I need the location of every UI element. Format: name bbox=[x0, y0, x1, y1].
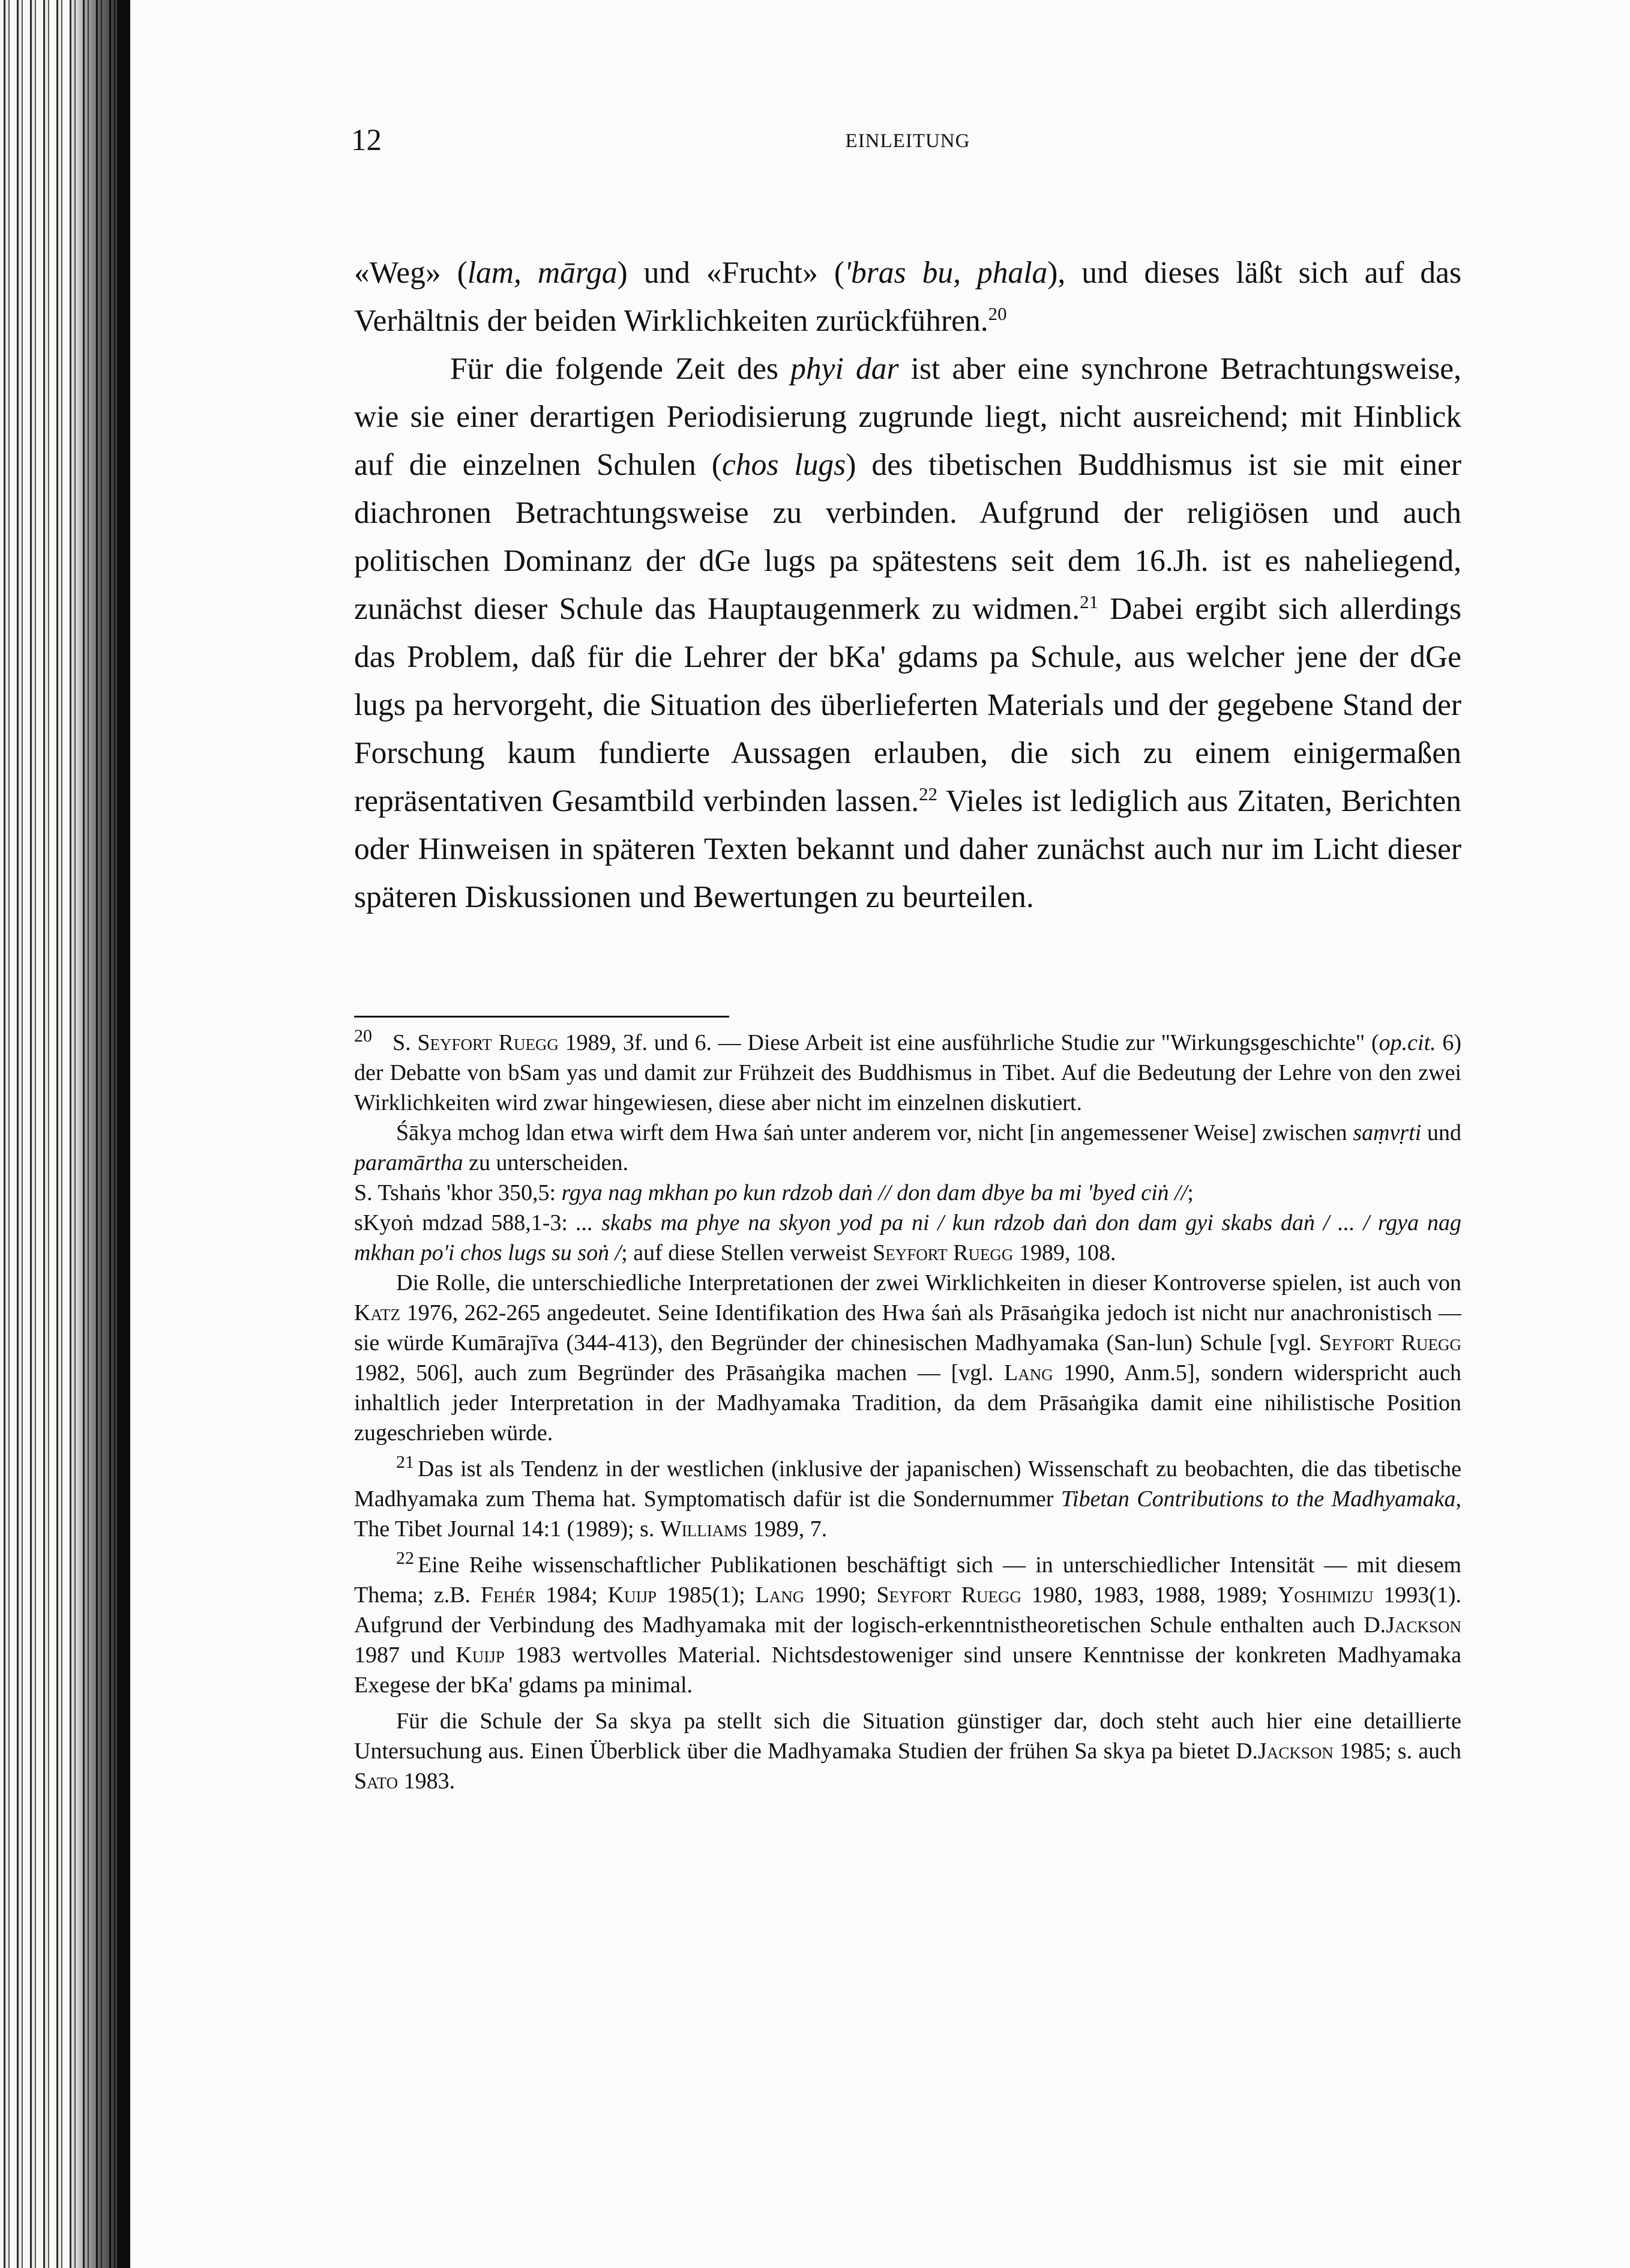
footnote-ref-20: 20 bbox=[988, 303, 1007, 324]
footnote-22-para-b: Für die Schule der Sa skya pa stellt sich die Situation günstiger dar, doch steht auch hier eine detaillierte Untersuchung aus. Einen Überblick über die Madhyamaka Studien der frühen Sa skya pa bietet D.Jackson 1985; s. auch Sato 1983. bbox=[354, 1709, 1462, 1794]
paragraph-1: «Weg» (lam, mārga) und «Frucht» ('bras bu, phala), und dieses läßt sich auf das Verhältnis der beiden Wirklichkeiten zurückführen.$^{20}$ bbox=[354, 256, 1461, 338]
footnote-ref-22: 22 bbox=[919, 783, 938, 804]
running-title: EINLEITUNG bbox=[845, 130, 970, 152]
footnote-ref-21: 21 bbox=[1080, 591, 1099, 612]
footnote-20: 20 S. Seyfort Ruegg 1989, 3f. und 6. — Diese Arbeit ist eine ausführliche Studie zur "Wirkungsgeschichte" (op.cit. 6) der Debatte von bSam yas und damit zur Frühzeit des Buddhismus in Tibet. Auf die Bedeutung der Lehre von den zwei Wirklichkeiten wird zwar hingewiesen, diese aber nicht im einzelnen diskutiert. bbox=[354, 1026, 1462, 1115]
paragraph-2: Für die folgende Zeit des phyi dar ist aber eine synchrone Betrachtungsweise, wie sie einer derartigen Periodisierung zugrunde liegt, nicht ausreichend; mit Hinblick auf die einzelnen Schulen (chos lugs) des tibetischen Buddhismus ist sie mit einer diachronen Betrachtungsweise zu verbinden. Aufgrund der religiösen und auch politischen Dominanz der dGe lugs pa spätestens seit dem 16.Jh. ist es naheliegend, zunächst dieser Schule das Hauptaugenmerk zu widmen.$^{21}$ Dabei ergibt sich allerdings das Problem, daß für die Lehrer der bKa' gdams pa Schule, aus welcher jene der dGe lugs pa hervorgeht, die Situation des überlieferten Materials und der gegebene Stand der Forschung kaum fundierte Aussagen erlauben, die sich zu einem einigermaßen repräsentativen Gesamtbild verbinden lassen.$^{22}$ Vieles ist lediglich aus Zitaten, Berichten oder Hinweisen in späteren Texten bekannt und daher zunächst auch nur im Licht dieser späteren Diskussionen und Bewertungen zu beurteilen. bbox=[354, 352, 1462, 914]
footnote-20-para-c: S. Tshaṅs 'khor 350,5: rgya nag mkhan po kun rdzob daṅ // don dam dbye ba mi 'byed ciṅ //; bbox=[354, 1180, 1194, 1205]
footnote-divider bbox=[354, 1016, 729, 1018]
footnote-20-para-e: Die Rolle, die unterschiedliche Interpretationen der zwei Wirklichkeiten in dieser Kontroverse spielen, ist auch von Katz 1976, 262-265 angedeutet. Seine Identifikation des Hwa śaṅ als Prāsaṅgika jedoch ist nicht nur anachronistisch — sie würde Kumārajīva (344-413), den Begründer der chinesischen Madhyamaka (San-lun) Schule [vgl. Seyfort Ruegg 1982, 506], auch zum Begründer des Prāsaṅgika machen — [vgl. Lang 1990, Anm.5], sondern widerspricht auch inhaltlich jeder Interpretation in der Madhyamaka Tradition, da dem Prāsaṅgika damit eine nihilistische Position zugeschrieben würde. bbox=[354, 1270, 1462, 1446]
main-text bbox=[354, 249, 1461, 921]
footnote-number: 21 bbox=[396, 1452, 414, 1473]
footnote-20-para-d: sKyoṅ mdzad 588,1-3: ... skabs ma phye na skyon yod pa ni / kun rdzob daṅ don dam gyi skabs daṅ / ... / rgya nag mkhan po'i chos lugs su soṅ /; auf diese Stellen verweist Seyfort Ruegg 1989, 108. bbox=[354, 1210, 1461, 1265]
page-number: 12 bbox=[351, 124, 382, 157]
page-header bbox=[351, 123, 1464, 165]
footnote-20-para-b: Śākya mchog ldan etwa wirft dem Hwa śaṅ unter anderem vor, nicht [in angemessener Weise] zwischen saṃvṛti und paramārtha zu unterscheiden. bbox=[354, 1120, 1462, 1175]
footnote-number: 22 bbox=[396, 1548, 414, 1569]
footnotes bbox=[354, 1028, 1461, 1802]
binding-spine bbox=[117, 0, 130, 2268]
footnote-21: $^{21}$ Das ist als Tendenz in der westlichen (inklusive der japanischen) Wissenschaft zu beobachten, die das tibetische Madhyamaka zum Thema hat. Symptomatisch dafür ist die Sondernummer Tibetan Contributions to the Madhyamaka, The Tibet Journal 14:1 (1989); s. Williams 1989, 7. bbox=[354, 1452, 1461, 1542]
footnote-22: $^{22}$ Eine Reihe wissenschaftlicher Publikationen beschäftigt sich — in unterschiedlicher Intensität — mit diesem Thema; z.B. Fehér 1984; Kuijp 1985(1); Lang 1990; Seyfort Ruegg 1980, 1983, 1988, 1989; Yoshimizu 1993(1). Aufgrund der Verbindung des Madhyamaka mit der logisch-erkenntnistheoretischen Schule enthalten auch D.Jackson 1987 und Kuijp 1983 wertvolles Material. Nichtsdestoweniger sind unsere Kenntnisse der konkreten Madhyamaka Exegese der bKa' gdams pa minimal. bbox=[354, 1548, 1461, 1698]
